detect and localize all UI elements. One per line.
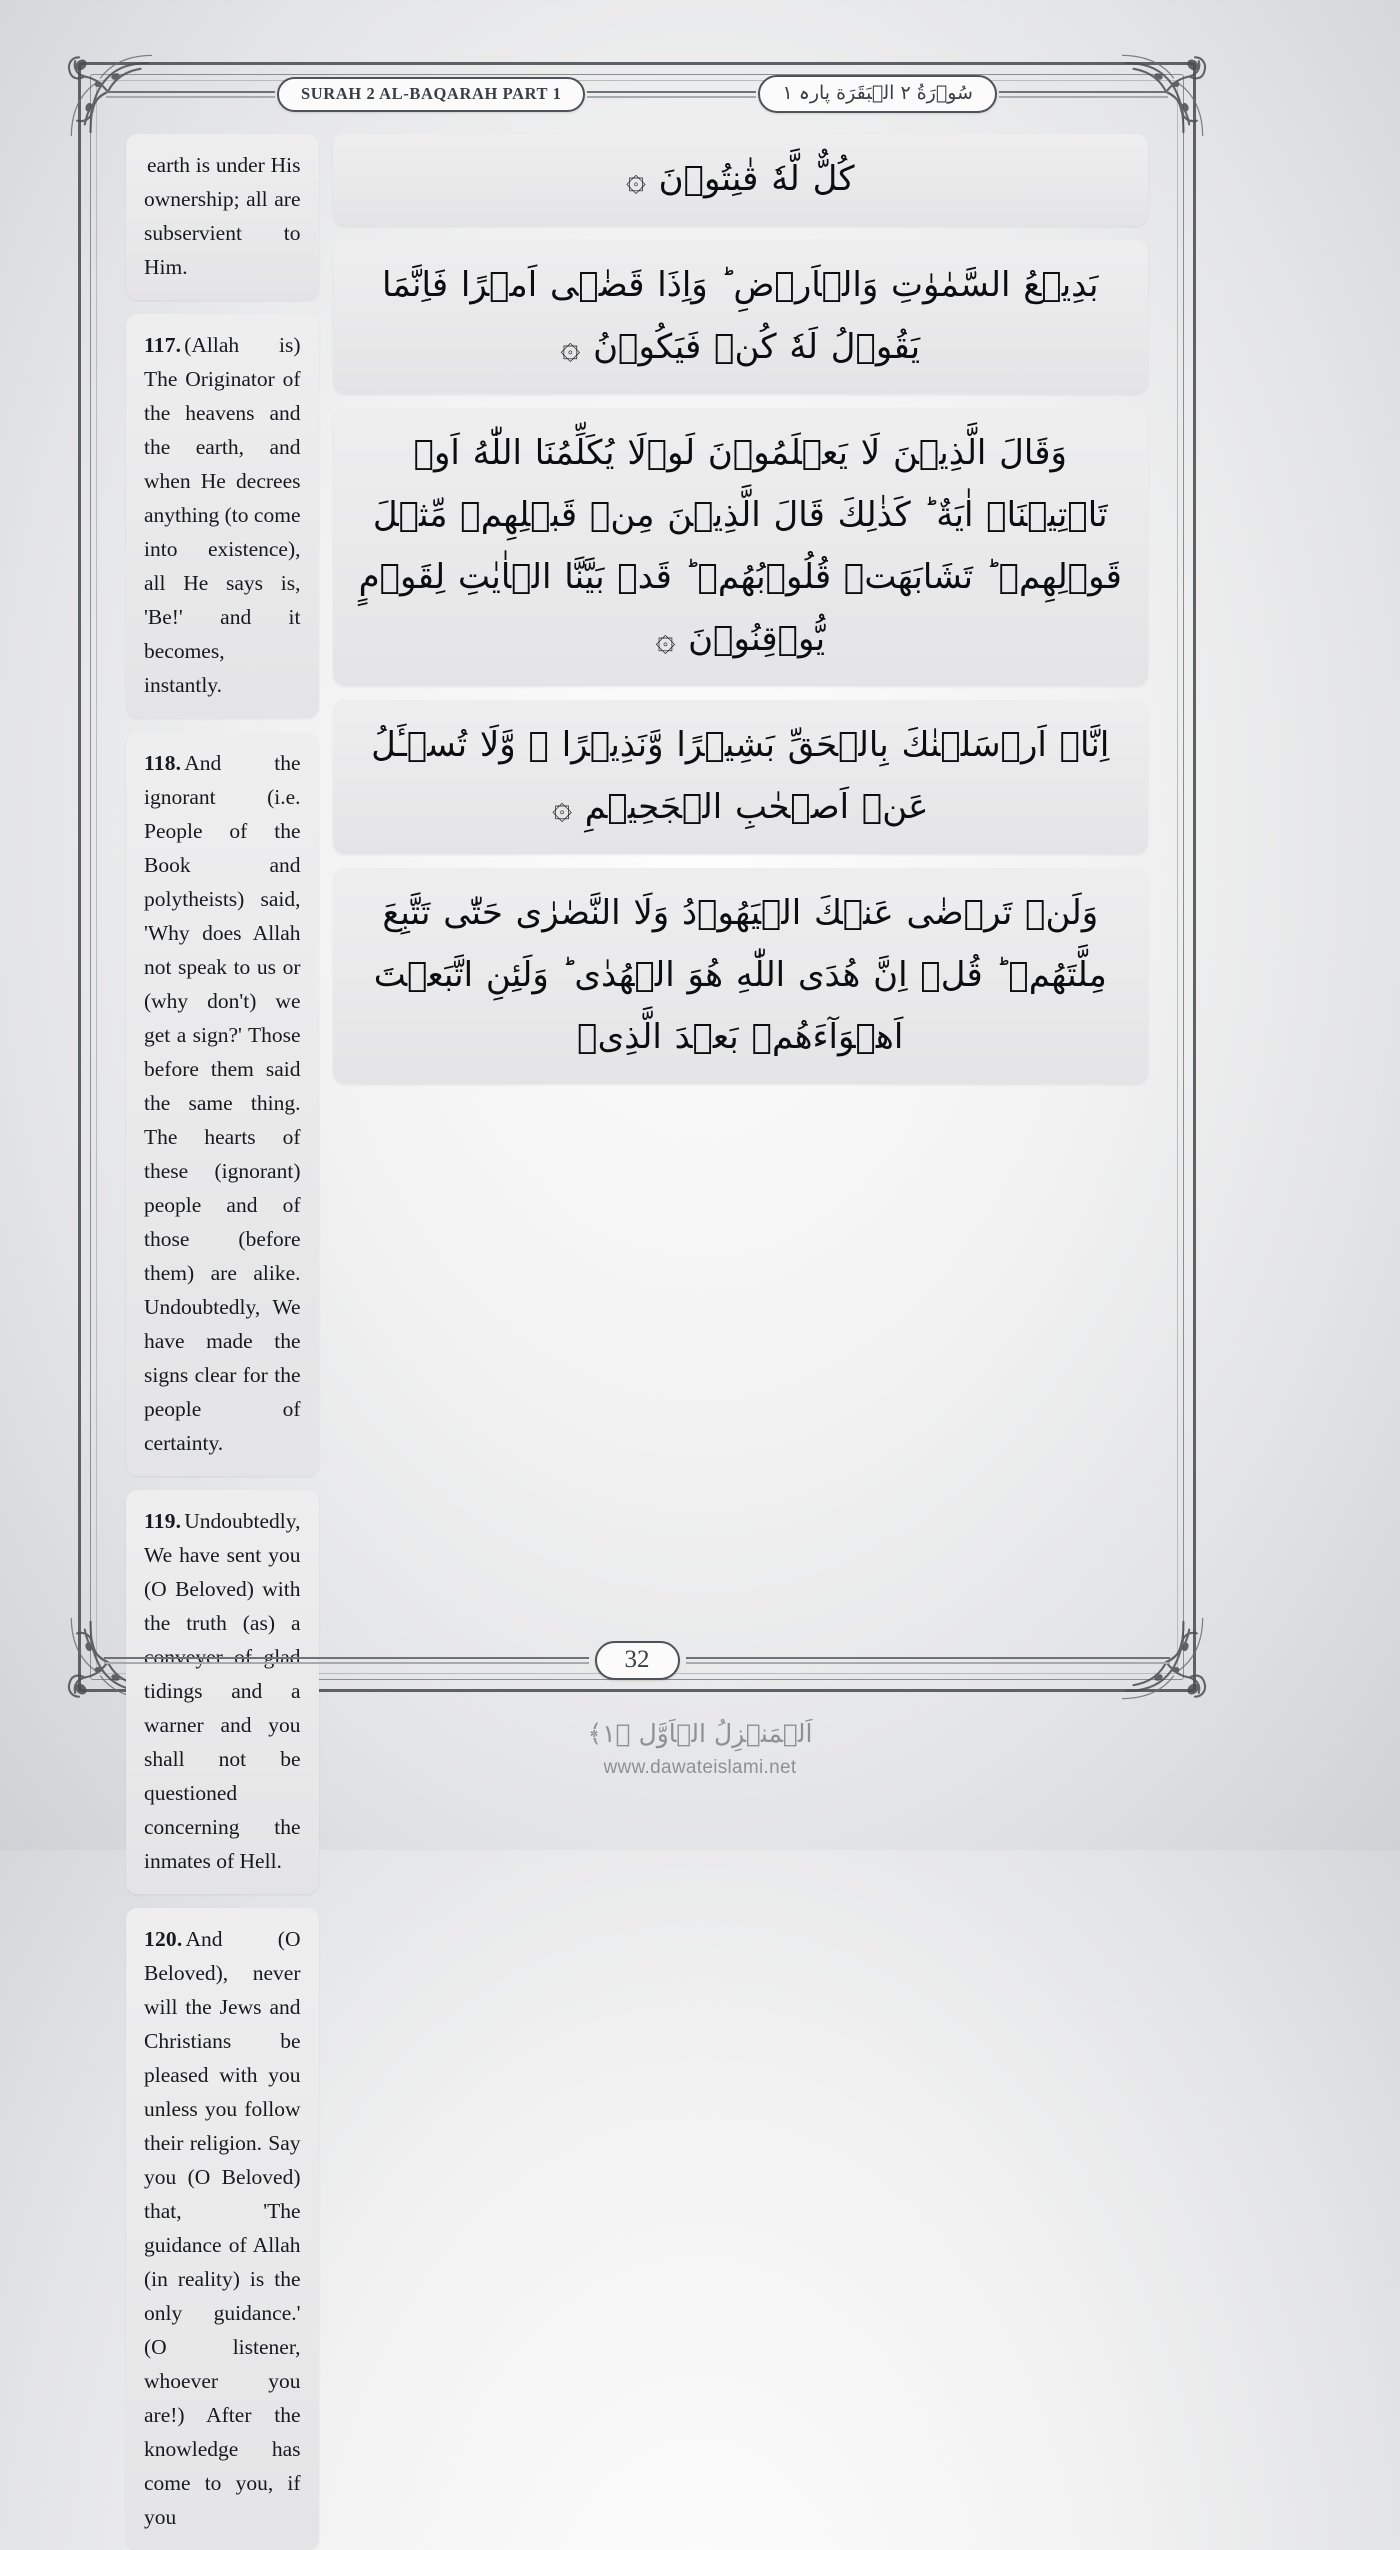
verse-text-ar: بَدِيۡعُ السَّمٰوٰتِ وَالۡاَرۡضِ ؕ وَاِذَا قَضٰۤى اَمۡرًا فَاِنَّمَا يَقُوۡلُ لَهٗ كُنۡ فَيَكُوۡنُ ۞ xyxy=(382,265,1099,367)
surah-title-pill-arabic xyxy=(758,75,997,113)
arabic-text-column xyxy=(333,134,1149,1640)
surah-title-arabic: سُوۡرَةُ ٢ الۡبَقَرَة پارہ ١ xyxy=(782,82,973,105)
verse-text-ar: وَقَالَ الَّذِيۡنَ لَا يَعۡلَمُوۡنَ لَوۡلَا يُكَلِّمُنَا اللّٰهُ اَوۡ تَاۡتِيۡنَاۤ اٰيَةٌ ؕ كَذٰلِكَ قَالَ الَّذِيۡنَ مِنۡ قَبۡلِهِمۡ مِّثۡلَ قَوۡلِهِمۡ ؕ تَشَابَهَتۡ قُلُوۡبُهُمۡ ؕ قَدۡ بَيَّنَّا الۡاٰيٰتِ لِقَوۡمٍ يُّوۡقِنُوۡنَ ۞ xyxy=(358,433,1122,659)
verse-card-ar-116-cont xyxy=(333,134,1149,226)
surah-title-english: SURAH 2 AL-BAQARAH PART 1 xyxy=(301,83,562,103)
verse-text-ar: كُلٌّ لَّهٗ قٰنِتُوۡنَ ۞ xyxy=(625,159,855,199)
verse-body: And (O Beloved), never will the Jews and Christians be pleased with you unless you follow their religion. Say you (O Beloved) that, 'The guidance of Allah (in reality) is the only guidance.' (O listener, whoever you are!) After the knowledge has come to you, if you xyxy=(144,1927,301,2529)
verse-number: 117. xyxy=(144,333,182,357)
verse-card-ar-118 xyxy=(333,408,1149,686)
verse-text-en xyxy=(144,328,301,702)
verse-text-ar: وَلَنۡ تَرۡضٰى عَنۡكَ الۡيَهُوۡدُ وَلَا النَّصٰرٰى حَتّٰى تَتَّبِعَ مِلَّتَهُمۡ ؕ قُلۡ اِنَّ هُدَى اللّٰهِ هُوَ الۡهُدٰى ؕ وَلَئِنِ اتَّبَعۡتَ اَهۡوَآءَهُمۡ بَعۡدَ الَّذِىۡ xyxy=(373,893,1107,1057)
surah-title-pill-english xyxy=(277,77,585,112)
verse-card-en-120 xyxy=(126,1908,319,2550)
verse-text-en xyxy=(144,1922,301,2534)
page-meta-footer xyxy=(0,1716,1400,1779)
header-rule-middle xyxy=(587,91,756,98)
verse-card-en-118 xyxy=(126,732,319,1476)
verse-body: (Allah is) The Originator of the heavens and the earth, and when He decrees anything (to come into existence), all He says is, 'Be!' and it becomes, instantly. xyxy=(144,333,301,697)
verse-text-en xyxy=(144,148,301,284)
verse-card-en-119 xyxy=(126,1490,319,1894)
verse-number: 120. xyxy=(144,1927,183,1951)
verse-card-en-117 xyxy=(126,314,319,718)
verse-text-en xyxy=(144,746,301,1460)
verse-number: 118. xyxy=(144,751,182,775)
page-footer xyxy=(104,1638,1170,1682)
page-number: 32 xyxy=(595,1641,680,1680)
verse-card-ar-120 xyxy=(333,868,1149,1084)
verse-body: Undoubtedly, We have sent you (O Beloved) with the truth (as) a conveyer of glad tidings and a warner and you shall not be questioned concerning the inmates of Hell. xyxy=(144,1509,301,1873)
verse-body: earth is under His ownership; all are subservient to Him. xyxy=(144,153,301,279)
header-rule-left xyxy=(106,91,275,98)
verse-number: 119. xyxy=(144,1509,182,1533)
verse-text-ar: اِنَّاۤ اَرۡسَلۡنٰكَ بِالۡحَقِّ بَشِيۡرًا وَّنَذِيۡرًا ۙ وَّلَا تُسۡـَٔلُ عَنۡ اَصۡحٰبِ الۡجَحِيۡمِ ۞ xyxy=(371,725,1110,827)
header-rule-right xyxy=(999,91,1168,98)
manzil-label: اَلۡمَنۡزِلُ الۡاَوَّل ﴿١﴾ xyxy=(587,1719,813,1748)
verse-text-en xyxy=(144,1504,301,1878)
verse-card-ar-117 xyxy=(333,240,1149,394)
verse-card-en-116-cont xyxy=(126,134,319,300)
footer-rule-right xyxy=(686,1657,1171,1664)
footer-rule-left xyxy=(104,1657,589,1664)
page-header xyxy=(104,68,1170,120)
website-url: www.dawateislami.net xyxy=(603,1757,797,1778)
english-translation-column xyxy=(126,134,319,2529)
verse-card-ar-119 xyxy=(333,700,1149,854)
verse-body: And the ignorant (i.e. People of the Book and polytheists) said, 'Why does Allah not speak to us or (why don't) we get a sign?' Those before them said the same thing. The hearts of these (ignorant) people and of those (before them) are alike. Undoubtedly, We have made the signs clear for the people of certainty. xyxy=(144,751,301,1455)
